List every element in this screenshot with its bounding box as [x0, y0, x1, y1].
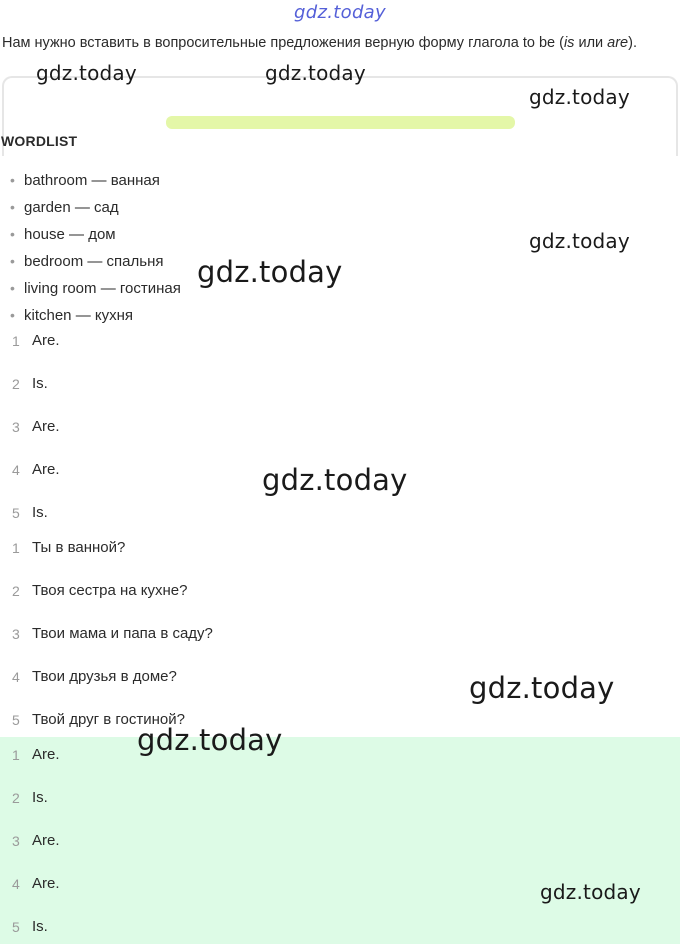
wordlist [10, 167, 181, 329]
site-logo: gdz.today [294, 2, 386, 23]
answer-text: Are. [32, 832, 60, 849]
bullet-icon: • [10, 307, 15, 323]
bullet-icon: • [10, 253, 15, 269]
answer-text: Are. [32, 461, 60, 478]
wordlist-item-text: house — дом [24, 226, 116, 243]
translation-number: 1 [12, 540, 20, 556]
answer-number: 1 [12, 747, 20, 763]
answer-number: 4 [12, 876, 20, 892]
answer-number: 1 [12, 333, 20, 349]
answer-text: Are. [32, 418, 60, 435]
answer-text: Is. [32, 918, 48, 935]
answer-text: Are. [32, 746, 60, 763]
translation-text: Твои мама и папа в саду? [32, 625, 213, 642]
bullet-icon: • [10, 199, 15, 215]
translation-number: 2 [12, 583, 20, 599]
wordlist-item-text: living room — гостиная [24, 280, 181, 297]
watermark: gdz.today [137, 723, 283, 757]
watermark: gdz.today [36, 61, 137, 85]
wordlist-item [10, 167, 181, 194]
task-or: или [574, 35, 608, 51]
wordlist-item [10, 275, 181, 302]
answer-text: Is. [32, 504, 48, 521]
answer-number: 3 [12, 833, 20, 849]
watermark: gdz.today [262, 463, 408, 497]
answer-text: Is. [32, 375, 48, 392]
wordlist-item-text: garden — сад [24, 199, 119, 216]
wordlist-item-text: bedroom — спальня [24, 253, 164, 270]
watermark: gdz.today [529, 229, 630, 253]
wordlist-title: WORDLIST [1, 133, 78, 149]
watermark: gdz.today [197, 255, 343, 289]
task-description [2, 31, 678, 55]
wordlist-item [10, 221, 181, 248]
translation-number: 5 [12, 712, 20, 728]
translation-number: 3 [12, 626, 20, 642]
task-are: are [607, 35, 629, 51]
answer-text: Is. [32, 789, 48, 806]
wordlist-item [10, 248, 181, 275]
highlight-bar [166, 116, 515, 129]
wordlist-item-text: bathroom — ванная [24, 172, 160, 189]
answer-text: Are. [32, 332, 60, 349]
answer-number: 5 [12, 505, 20, 521]
watermark: gdz.today [469, 671, 615, 705]
translation-text: Твои друзья в доме? [32, 668, 177, 685]
translation-text: Твой друг в гостиной? [32, 711, 185, 728]
wordlist-item-text: kitchen — кухня [24, 307, 133, 324]
watermark: gdz.today [529, 85, 630, 109]
translation-text: Твоя сестра на кухне? [32, 582, 188, 599]
task-text: Нам нужно вставить в вопросительные предложения верную форму глагола to be ( [2, 35, 564, 51]
answer-number: 5 [12, 919, 20, 935]
wordlist-item [10, 302, 181, 329]
watermark: gdz.today [265, 61, 366, 85]
bullet-icon: • [10, 172, 15, 188]
task-is: is [563, 35, 575, 51]
answer-number: 4 [12, 462, 20, 478]
bullet-icon: • [10, 226, 15, 242]
answer-number: 3 [12, 419, 20, 435]
answer-text: Are. [32, 875, 60, 892]
watermark: gdz.today [540, 880, 641, 904]
answer-number: 2 [12, 376, 20, 392]
task-end: ). [628, 35, 637, 51]
wordlist-item [10, 194, 181, 221]
translation-number: 4 [12, 669, 20, 685]
answer-key-block [0, 737, 680, 944]
answer-number: 2 [12, 790, 20, 806]
bullet-icon: • [10, 280, 15, 296]
translation-text: Ты в ванной? [32, 539, 126, 556]
